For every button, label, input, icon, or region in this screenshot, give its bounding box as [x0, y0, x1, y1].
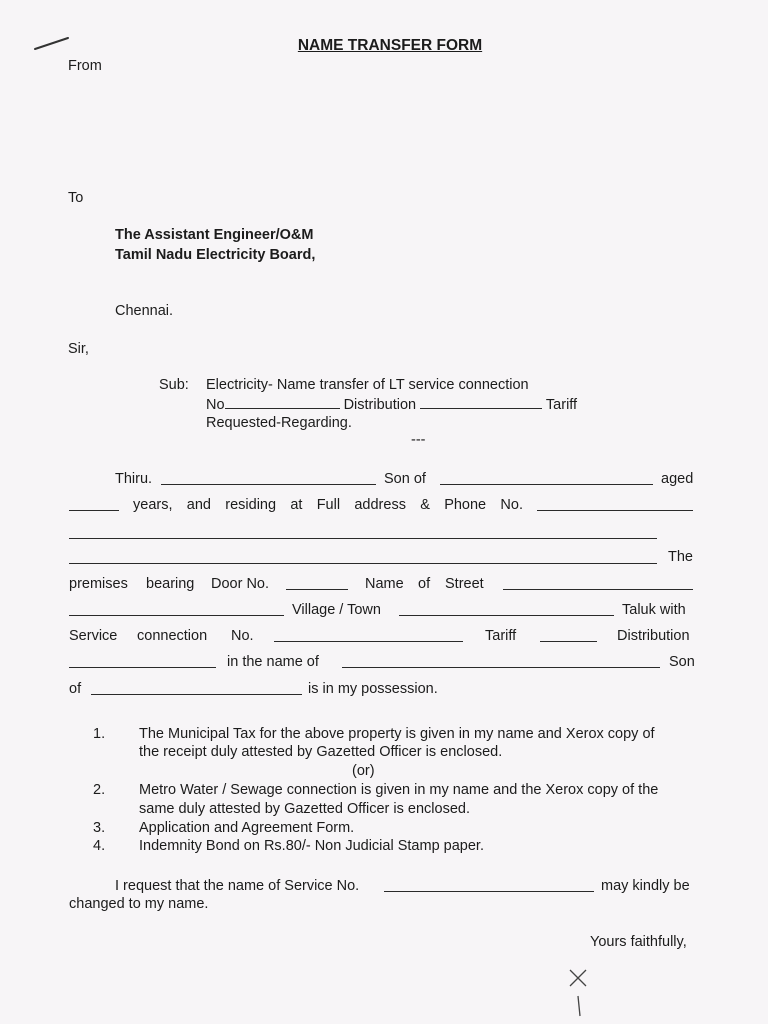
enclosure-1-text: The Municipal Tax for the above property is given in my name and Xerox copy of — [139, 726, 655, 742]
address-field-line2[interactable] — [69, 538, 657, 539]
residing-word: years, — [133, 497, 173, 513]
residing-word: residing — [225, 497, 277, 513]
thiru-name-field[interactable] — [161, 484, 376, 485]
possession-label: is in my possession. — [308, 681, 438, 697]
service-label: Service — [69, 628, 118, 644]
service-connection-no-field[interactable] — [274, 641, 463, 642]
distribution-field-body[interactable] — [69, 667, 216, 668]
closing: Yours faithfully, — [590, 934, 687, 950]
no-label: No. — [231, 628, 254, 644]
street-label: Street — [445, 576, 484, 592]
enclosure-4-num: 4. — [93, 838, 106, 854]
street-field-cont[interactable] — [69, 615, 284, 616]
distribution-label: Distribution — [617, 628, 690, 644]
new-service-no-field[interactable] — [384, 891, 594, 892]
subject-label: Sub: — [159, 377, 189, 393]
connection-label: connection — [137, 628, 208, 644]
addressee-line1: The Assistant Engineer/O&M — [115, 227, 314, 243]
age-field[interactable] — [69, 510, 119, 511]
addressee-line2: Tamil Nadu Electricity Board, — [115, 247, 316, 263]
enclosure-2-text: Metro Water / Sewage connection is given in my name and the Xerox copy of the — [139, 782, 659, 798]
residing-word: and — [186, 497, 211, 513]
enclosure-2-text2: same duly attested by Gazetted Officer is enclosed. — [139, 801, 470, 817]
residing-word: No. — [500, 497, 523, 513]
village-town-label: Village / Town — [292, 602, 381, 618]
residing-word: & — [420, 497, 430, 513]
village-town-field[interactable] — [399, 615, 614, 616]
subject-line3: Requested-Regarding. — [206, 415, 352, 431]
residing-word: Phone — [444, 497, 487, 513]
signature-mark — [566, 966, 596, 1022]
residing-word: Full — [316, 497, 341, 513]
enclosure-3-text: Application and Agreement Form. — [139, 820, 355, 836]
son-of-label: Son of — [384, 471, 426, 487]
taluk-with-label: Taluk with — [622, 602, 686, 618]
subject-line2 — [206, 395, 577, 414]
request-part1: I request that the name of Service No. — [115, 878, 360, 894]
aged-label: aged — [661, 471, 694, 487]
salutation: Sir, — [68, 341, 89, 357]
of-lower-label: of — [69, 681, 82, 697]
from-label: From — [68, 58, 102, 74]
street-field[interactable] — [503, 589, 693, 590]
address-field-line3[interactable] — [69, 563, 657, 564]
request-line2: changed to my name. — [69, 896, 209, 912]
form-title: NAME TRANSFER FORM — [297, 37, 483, 54]
address-field-line1[interactable] — [537, 510, 693, 511]
residing-word: at — [290, 497, 303, 513]
father-name-field[interactable] — [440, 484, 653, 485]
residing-word: address — [354, 497, 406, 513]
registered-name-field[interactable] — [342, 667, 660, 668]
enclosure-4-text: Indemnity Bond on Rs.80/- Non Judicial Stamp paper. — [139, 838, 484, 854]
distribution-field[interactable] — [420, 395, 542, 409]
tariff-field[interactable] — [540, 641, 597, 642]
enclosure-1-num: 1. — [93, 726, 106, 742]
to-label: To — [68, 190, 84, 206]
subject-tariff-label: Tariff — [545, 397, 578, 413]
of-label: of — [418, 576, 431, 592]
service-no-field[interactable] — [225, 395, 340, 409]
door-no-field[interactable] — [286, 589, 348, 590]
enclosure-or: (or) — [352, 763, 375, 779]
bearing-label: bearing — [146, 576, 195, 592]
subject-line1: Electricity- Name transfer of LT service connection — [206, 377, 529, 393]
subject-no-label: No — [206, 397, 225, 413]
enclosure-3-num: 3. — [93, 820, 106, 836]
enclosure-2-num: 2. — [93, 782, 106, 798]
enclosure-1-text2: the receipt duly attested by Gazetted Officer is enclosed. — [139, 744, 503, 760]
residing-text — [133, 496, 523, 514]
request-part2: may kindly be — [601, 878, 690, 894]
the-label: The — [668, 549, 693, 565]
tariff-label: Tariff — [485, 628, 517, 644]
in-the-name-of-label: in the name of — [227, 654, 319, 670]
premises-label: premises — [69, 576, 128, 592]
city: Chennai. — [115, 303, 174, 319]
subject-separator: --- — [411, 432, 426, 448]
thiru-label: Thiru. — [115, 471, 153, 487]
door-no-label: Door No. — [211, 576, 270, 592]
subject-distribution-label: Distribution — [343, 397, 417, 413]
son-label: Son — [669, 654, 695, 670]
name-label: Name — [365, 576, 404, 592]
registered-father-field[interactable] — [91, 694, 302, 695]
